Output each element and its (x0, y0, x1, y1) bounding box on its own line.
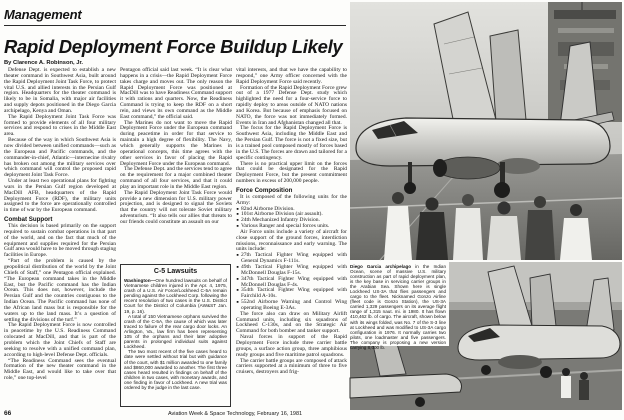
paragraph: This decision is based primarily on the support required to sustain combat operations in that part of the world, and on the fact that much of the equipment and supplies required for the Persian Gulf area would have to be moved through staging facilities in Europe. (4, 223, 116, 259)
sidebar-paragraph-text: A total of 150 Vietnamese orphans survived the crash of the C-5A, the cause of which was later traced to failure of the rear cargo door locks. An Arlington, Va., law firm has been representing 105 of the orphans and their later adoptive parents in prolonged individual suits against Lockheed. (124, 313, 227, 350)
bullet-item: ■ 101st Airborne Division (air assault). (236, 212, 347, 218)
paragraph: Under at least two operational plans for fighting wars in the Persian Gulf region developed at MacDill AFB, headquarters of the Rapid Deployment Force (RDF), the military units assigned to the force are operationally controlled in time of war by the European command. (4, 178, 116, 214)
paragraph: The force also can draw on Military Airlift Command units, including six squadrons of Lockheed C-130s, and on the Strategic Air Command for both bomber and tanker support. (236, 310, 347, 335)
page-number: 66 (4, 410, 12, 417)
byline: By Clarence A. Robinson, Jr. (4, 60, 84, 66)
sidebar-title: C-5 Lawsuits (153, 268, 198, 275)
bullet-item: ■ 27th Tactical Fighter Wing equipped with General Dynamics F-111s. (236, 253, 347, 265)
paragraph: The focus for the Rapid Deployment Force is Southwest Asia, including the Middle East and the Persian Gulf. The force is not a fixed size, but is a trained pool composed mostly of forces based in the U.S. The forces are drawn and tailored for a specific contingency. (236, 125, 347, 161)
paragraph: The Defense Dept. and the services tend to agree on the requirement for a major combined theater command of all four services, and that it could play an important role in the Middle East region. (120, 166, 232, 190)
paragraph: Naval forces in support of the Rapid Deployment Force include three carrier battle groups, a surface action group, three amphibious ready groups and five maritime patrol squadrons. (236, 334, 347, 358)
bullet-item: ■ Various Ranger and special forces units. (236, 224, 347, 230)
subheading: Force Composition (236, 186, 293, 194)
section-label: Management (4, 7, 82, 22)
paragraph: Defense Dept. is expected to establish a new theater command in Southwest Asia, built around the Rapid Deployment Joint Task Force, to protect vital U.S. and allied interests in the Persian Gulf region. Headquarters for the theater command is likely to be in Somalia, with major air facilities and supply depots positioned in the Diego Garcia archipelago, Kenya and Oman. (4, 67, 116, 114)
section-rule (4, 25, 346, 26)
paragraph: The Rapid Deployment Force is now controlled in peacetime by the U.S. Readiness Command colocated at MacDill, and that is part of the problem which the Joint Chiefs of Staff are seeking to resolve with a unified command plan, according to high-level Defense Dept. officials. (4, 322, 116, 358)
c5-lawsuits-sidebar (120, 264, 231, 407)
article-column-2 (120, 68, 232, 262)
bullet-item: ■ 82nd Airborne Division. (236, 207, 347, 213)
article-column-1 (4, 68, 116, 409)
sidebar-paragraph (124, 314, 227, 350)
paragraph: Formation of the Rapid Deployment Force grew out of a 1977 Defense Dept. study which highlighted the need for a four-service force to rapidly deploy to areas outside of NATO nations and Korea. But because of emphasis focused on NATO, the force was not immediately formed. Events in Iran and Afghanistan changed all that. (236, 84, 347, 126)
paragraph: vital interests, and that we have the capability to respond,” one Army officer concerned with the Rapid Deployment Force said recently. (236, 67, 347, 85)
article-column-3 (236, 68, 347, 409)
paragraph: It is composed of the following units for the Army: (236, 193, 347, 206)
paragraph: There is no practical upper limit on the forces that could be designated for the Rapid Deployment Force, but the present commitment numbers in excess of 200,000 people. (236, 160, 347, 185)
paragraph: The Marines do not want to move the Rapid Deployment Force under the European command during peacetime in order for that service to maintain a high degree of flexibility. The Navy, which generally supports the Marines in operational concepts, this time agrees with the other services in favor of placing the Rapid Deployment Force under the European command. (120, 119, 232, 167)
bullet-item: ■ 347th Tactical Fighter Wing equipped with McDonnell Douglas F-4s. (236, 277, 347, 289)
paragraph: The Rapid Deployment Joint Task Force was formed to provide elements of all four military services and respond to crises in the Middle East area. (4, 113, 116, 138)
bullet-item: ■ 49th Tactical Fighter Wing equipped with McDonnell Douglas F-15s. (236, 265, 347, 277)
bullet-item: ■ 354th Tactical Fighter Wing equipped with Fairchild A-10s. (236, 288, 347, 300)
bullet-item: ■ 552nd Airborne Warning and Control Wing operating Boeing E-3As. (236, 300, 347, 312)
sidebar-paragraph-text: The two most recent of the five cases heard to date were settled without trial but with guidance of the court, with $1 million awarded to one family and $860,000 awarded to another. The first three cases heard resulted in findings on behalf of the children in two cases, with monetary awards, and one finding in favor of Lockheed. A new trial was ordered by the judge in the last case. (124, 349, 227, 390)
publication-line: Aviation Week & Space Technology, February 16, 1981 (167, 411, 303, 417)
sidebar-paragraph-text: One hundred lawsuits on behalf of Vietnamese children injured in the Apr. 4, 1975, crash of a U.S. Air Force/Lockheed C-5A remain pending against the Lockheed Corp. following the recent resolution of two cases in the U.S. District Court for the District of Columbia (AW&ST Jan. 19, p. 16). (124, 278, 227, 314)
caption-text: in the Indian Ocean, scene of massive U.S. military construction as part of rapid deployment plan, is the key base in servicing carrier groups in the Arabian Sea. Shown here is single Lockheed US-3A that flies passengers and cargo to the fleet. Nicknamed Gonzo Airline (fleet code is Gonzo Station), the US-3A carried 1,329 passengers on its average flight range of 1,315 naut. mi. in 1980. It has flown 410,462 lb. of cargo. The aircraft, shown below with its wings folded, was No. 7 of the S-3 line at Lockheed and was modified to US-3A cargo configuration in 1976. It normally carries two pilots, one loadmaster and five passengers. The company is proposing a new version carrying 8,000 lb. (350, 264, 447, 350)
photo-caption (350, 262, 449, 350)
subheading: Combat Support (4, 216, 53, 224)
sidebar-paragraph (124, 278, 227, 314)
sidebar-body (124, 278, 227, 390)
headline: Rapid Deployment Force Buildup Likely (4, 36, 343, 57)
paragraph: Air Force units include a variety of aircraft for close support of the ground forces, interdiction missions, reconnaissance and early warning. The units include: (236, 228, 347, 253)
paragraph: Because of the way in which Southwest Asia is now divided between unified commands—such as the European and Pacific commands, and the commander-in-chief, Atlantic—internecine rivalry has broken out among the military services over which command will control the proposed rapid deployment Joint Task Force. (4, 137, 116, 179)
paragraph: “Part of the problem is caused by the geopolitical distribution of the world by the Joint Chiefs of Staff,” one Pentagon official explained. “The European command takes in the Middle East, but the Pacific command has the Indian Ocean. This does not, however, include the Persian Gulf and the countries contiguous to the Indian Ocean. The Pacific command has none of the African land mass but is responsible for the waters up to the land mass. It’s a question of settling the divisions of the turf.” (4, 258, 116, 323)
us-3a-carrier-deck-photo (350, 2, 622, 260)
sidebar-paragraph (124, 349, 227, 390)
caption-lead: Diego Garcia archipelago (350, 264, 412, 269)
paragraph: The Rapid Deployment Joint Task Force would provide a new dimension for U.S. military power projection, and is designed to signal the Soviets that the country will not tolerate Soviet military adventurism. “It also tells our allies that threats to our friends could constitute an assault on our (120, 189, 232, 225)
paragraph: Pentagon official said last week. “It is clear what happens in a crisis—the Rapid Deployment Force takes charge and moves out. The only reason the Rapid Deployment Force was positioned at MacDill was to have Readiness Command support it with rations and quarters. Now, the Readiness Command is trying to keep the RDF on a short rein, and views its own command as the Middle East command,” the official said. (120, 67, 232, 120)
paragraph: The carrier battle groups are composed of attack carriers supported at a minimum of three to five cruisers, destroyers and frig- (236, 357, 347, 376)
bullet-item: ■ 24th Mechanized Infantry Division. (236, 218, 347, 224)
dateline: Washington— (124, 278, 156, 283)
paragraph: “The Readiness Command sees the eventual formation of the new theater command in the Middle East, and would like to take over that role,” one top-level (4, 357, 116, 382)
